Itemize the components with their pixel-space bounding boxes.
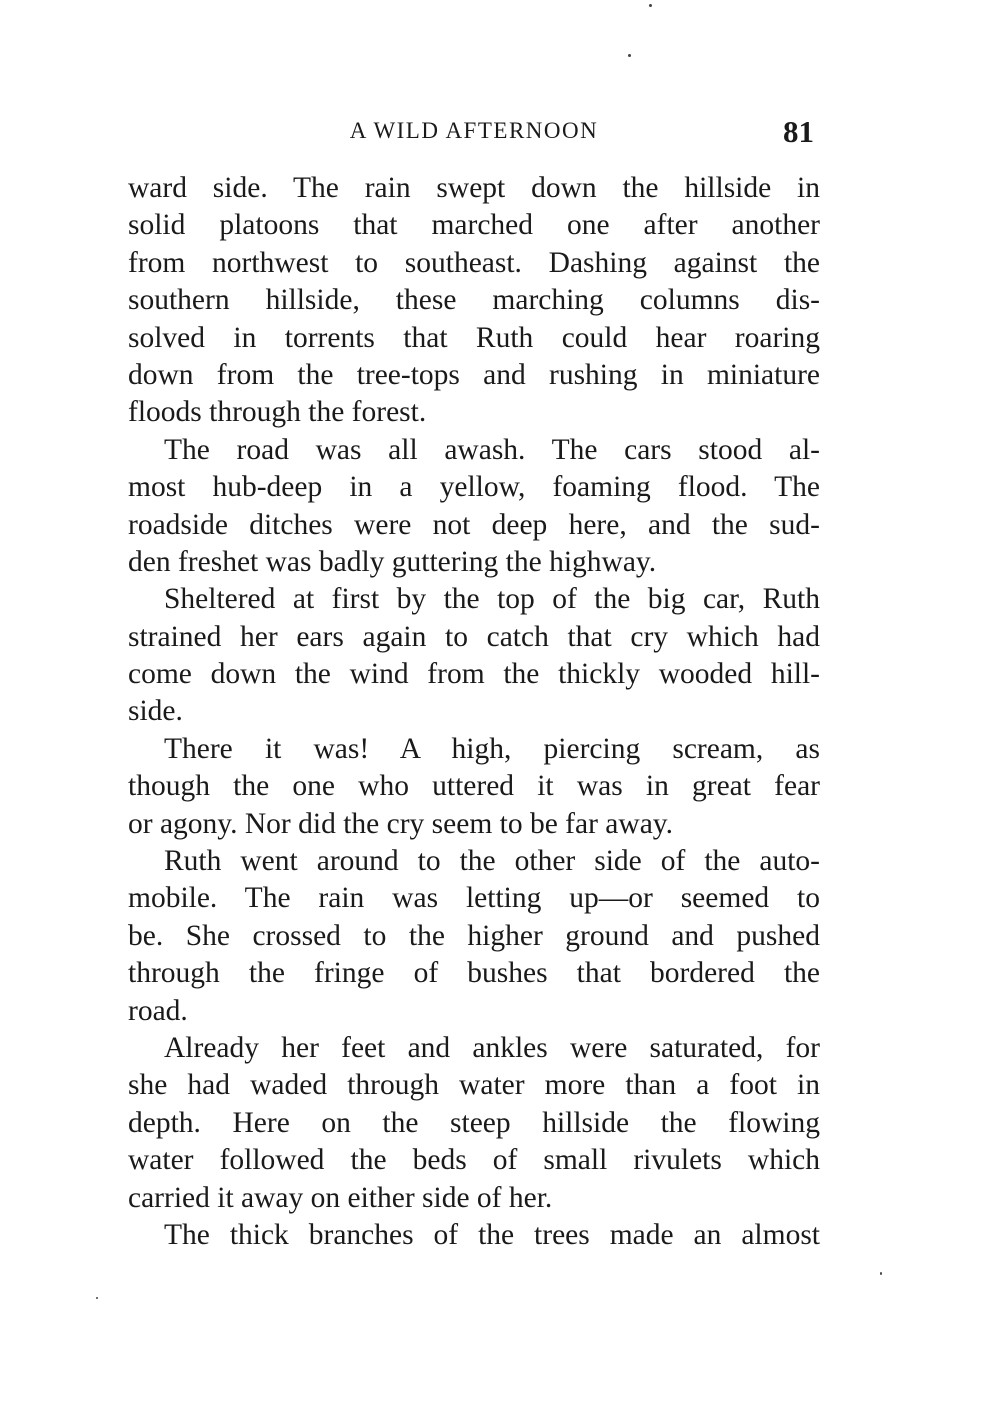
text-line: side.	[128, 695, 183, 728]
text-line: The road was all awash. The cars stood al-	[164, 433, 820, 466]
text-line: come down the wind from the thickly wooded hill-	[128, 658, 820, 691]
text-line: There it was! A high, piercing scream, as	[164, 732, 820, 765]
text-line: Already her feet and ankles were saturated, for	[164, 1031, 820, 1064]
text-line: depth. Here on the steep hillside the flowing	[128, 1106, 820, 1139]
text-line: Sheltered at first by the top of the big car, Ruth	[164, 583, 820, 616]
text-line: den freshet was badly guttering the highway.	[128, 545, 657, 578]
text-line: floods through the forest.	[128, 396, 427, 429]
text-line: carried it away on either side of her.	[128, 1181, 553, 1214]
page-number: 81	[783, 114, 814, 149]
page-header	[128, 112, 820, 156]
text-line: water followed the beds of small rivulets which	[128, 1144, 820, 1177]
text-line: through the fringe of bushes that bordered the	[128, 957, 820, 990]
text-line: solid platoons that marched one after another	[128, 209, 820, 242]
text-line: strained her ears again to catch that cry which had	[128, 620, 820, 653]
text-line: from northwest to southeast. Dashing against the	[128, 246, 820, 279]
text-line: road.	[128, 994, 188, 1027]
text-line: Ruth went around to the other side of the auto-	[164, 845, 820, 878]
text-line: ward side. The rain swept down the hillside in	[128, 172, 820, 204]
text-line: roadside ditches were not deep here, and the sud-	[128, 508, 820, 541]
text-line: though the one who uttered it was in great fear	[128, 770, 820, 803]
body-text	[128, 170, 820, 1254]
text-line: The thick branches of the trees made an almost	[164, 1218, 820, 1251]
ink-speck	[96, 1297, 98, 1299]
text-line: or agony. Nor did the cry seem to be far away.	[128, 807, 674, 840]
text-line: solved in torrents that Ruth could hear roaring	[128, 321, 820, 354]
ink-speck	[880, 1272, 882, 1275]
text-line: most hub-deep in a yellow, foaming flood. The	[128, 471, 820, 504]
text-line: down from the tree-tops and rushing in miniature	[128, 358, 820, 391]
running-head: A WILD AFTERNOON	[349, 118, 599, 143]
text-line: be. She crossed to the higher ground and pushed	[128, 919, 820, 952]
ink-speck	[628, 54, 631, 57]
text-line: mobile. The rain was letting up—or seemed to	[128, 882, 820, 915]
text-line: southern hillside, these marching columns dis-	[128, 284, 820, 317]
text-line: she had waded through water more than a foot in	[128, 1069, 820, 1102]
ink-speck	[649, 4, 652, 7]
